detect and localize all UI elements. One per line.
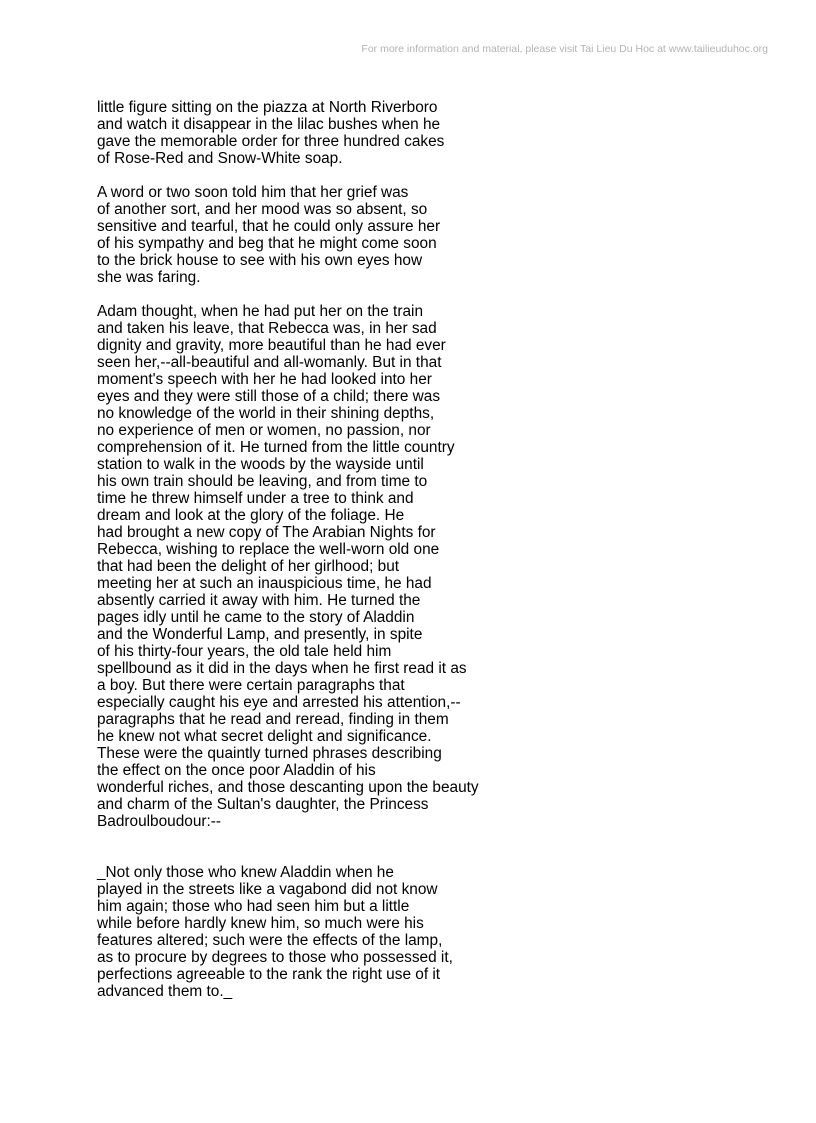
text-line: eyes and they were still those of a child; there was [97,388,441,405]
text-line: as to procure by degrees to those who possessed it, [97,949,453,966]
text-line: gave the memorable order for three hundred cakes [97,133,445,150]
text-line: little figure sitting on the piazza at North Riverboro [97,99,438,116]
text-line: and taken his leave, that Rebecca was, in her sad [97,320,437,337]
text-line: perfections agreeable to the rank the right use of it [97,966,441,983]
text-line: of Rose-Red and Snow-White soap. [97,150,343,167]
paragraph-1 [97,99,777,167]
text-line: features altered; such were the effects of the lamp, [97,932,443,949]
text-line: no experience of men or women, no passion, nor [97,422,431,439]
text-line: comprehension of it. He turned from the little country [97,439,455,456]
text-line: played in the streets like a vagabond did not know [97,881,438,898]
paragraph-2 [97,184,777,286]
text-line: and watch it disappear in the lilac bushes when he [97,116,441,133]
text-line: advanced them to._ [97,983,233,1000]
text-line: a boy. But there were certain paragraphs that [97,677,405,694]
text-line: she was faring. [97,269,201,286]
text-line: and charm of the Sultan's daughter, the Princess [97,796,429,813]
text-line: him again; those who had seen him but a little [97,898,410,915]
text-line: and the Wonderful Lamp, and presently, in spite [97,626,423,643]
text-line: of his thirty-four years, the old tale held him [97,643,392,660]
text-line: spellbound as it did in the days when he first read it as [97,660,467,677]
text-line: time he threw himself under a tree to think and [97,490,414,507]
text-line: dignity and gravity, more beautiful than he had ever [97,337,446,354]
text-line: he knew not what secret delight and significance. [97,728,432,745]
text-line: paragraphs that he read and reread, finding in them [97,711,449,728]
paragraph-4-quote [97,864,777,1000]
text-line: pages idly until he came to the story of Aladdin [97,609,415,626]
text-line: Rebecca, wishing to replace the well-worn old one [97,541,440,558]
text-line: while before hardly knew him, so much were his [97,915,424,932]
text-line: wonderful riches, and those descanting upon the beauty [97,779,479,796]
text-line: Badroulboudour:-- [97,813,222,830]
text-line: to the brick house to see with his own eyes how [97,252,423,269]
page-body [97,99,777,1000]
text-line: moment's speech with her he had looked into her [97,371,432,388]
text-line: seen her,--all-beautiful and all-womanly. But in that [97,354,442,371]
paragraph-3 [97,303,777,830]
text-line: station to walk in the woods by the wayside until [97,456,424,473]
header-note: For more information and material, please visit Tai Lieu Du Hoc at www.tailieuduhoc.org [361,43,768,55]
text-line: A word or two soon told him that her grief was [97,184,409,201]
text-line: Adam thought, when he had put her on the train [97,303,423,320]
text-line: meeting her at such an inauspicious time, he had [97,575,432,592]
text-line: absently carried it away with him. He turned the [97,592,421,609]
text-line: sensitive and tearful, that he could only assure her [97,218,441,235]
text-line: that had been the delight of her girlhood; but [97,558,400,575]
text-line: no knowledge of the world in their shining depths, [97,405,435,422]
text-line: had brought a new copy of The Arabian Nights for [97,524,436,541]
text-line: of his sympathy and beg that he might come soon [97,235,437,252]
paragraph-gap [97,167,777,184]
text-line: These were the quaintly turned phrases describing [97,745,442,762]
text-line: dream and look at the glory of the foliage. He [97,507,405,524]
text-line: of another sort, and her mood was so absent, so [97,201,428,218]
text-line: the effect on the once poor Aladdin of his [97,762,376,779]
text-line: especially caught his eye and arrested his attention,-- [97,694,461,711]
text-line: _Not only those who knew Aladdin when he [97,864,394,881]
text-line: his own train should be leaving, and from time to [97,473,428,490]
paragraph-gap [97,286,777,303]
paragraph-gap [97,830,777,864]
